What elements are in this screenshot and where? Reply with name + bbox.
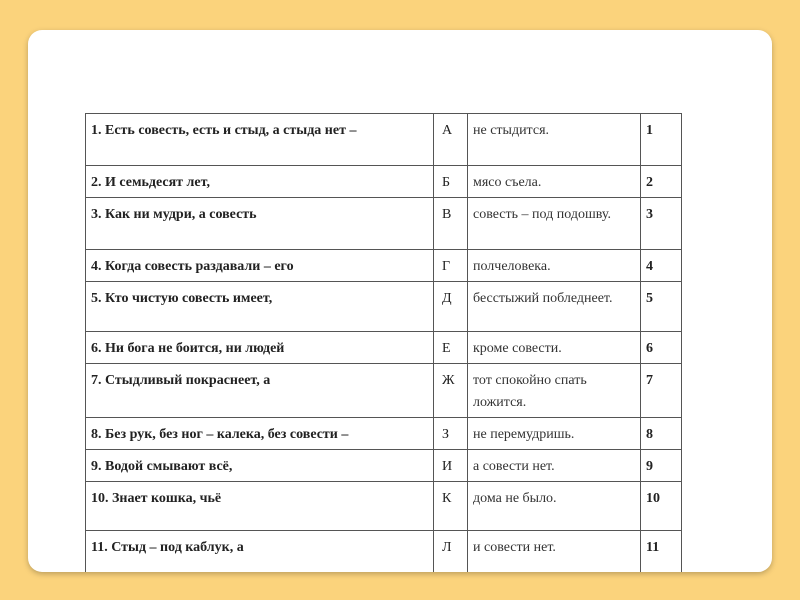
proverb-start-cell: 1. Есть совесть, есть и стыд, а стыда нет – [86, 114, 434, 166]
proverb-start-cell: 8. Без рук, без ног – калека, без совести – [86, 418, 434, 450]
row-number-cell: 8 [641, 418, 682, 450]
proverb-end-cell: не перемудришь. [468, 418, 641, 450]
answer-letter-cell: Б [434, 166, 468, 198]
answer-letter-cell: К [434, 482, 468, 531]
table-row [86, 418, 682, 450]
row-number-cell: 4 [641, 250, 682, 282]
table-row [86, 450, 682, 482]
proverb-end-cell: а совести нет. [468, 450, 641, 482]
row-number-cell: 11 [641, 531, 682, 573]
proverb-start-cell: 2. И семьдесят лет, [86, 166, 434, 198]
proverb-end-cell: полчеловека. [468, 250, 641, 282]
answer-letter-cell: И [434, 450, 468, 482]
table-row [86, 198, 682, 250]
row-number-cell: 1 [641, 114, 682, 166]
proverb-end-cell: бесстыжий побледнеет. [468, 282, 641, 332]
row-number-cell: 5 [641, 282, 682, 332]
answer-letter-cell: А [434, 114, 468, 166]
table-row [86, 482, 682, 531]
row-number-cell: 9 [641, 450, 682, 482]
proverb-end-cell: дома не было. [468, 482, 641, 531]
proverb-end-cell: мясо съела. [468, 166, 641, 198]
proverb-start-cell: 6. Ни бога не боится, ни людей [86, 332, 434, 364]
row-number-cell: 2 [641, 166, 682, 198]
slide-card [28, 30, 772, 572]
proverb-start-cell: 5. Кто чистую совесть имеет, [86, 282, 434, 332]
proverb-end-cell: и совести нет. [468, 531, 641, 573]
row-number-cell: 6 [641, 332, 682, 364]
answer-letter-cell: Л [434, 531, 468, 573]
proverb-start-cell: 10. Знает кошка, чьё [86, 482, 434, 531]
table-row [86, 364, 682, 418]
proverb-start-cell: 7. Стыдливый покраснеет, а [86, 364, 434, 418]
proverb-start-cell: 4. Когда совесть раздавали – его [86, 250, 434, 282]
proverb-end-cell: не стыдится. [468, 114, 641, 166]
proverb-end-cell: совесть – под подошву. [468, 198, 641, 250]
answer-letter-cell: Д [434, 282, 468, 332]
matching-table [85, 113, 682, 572]
table-row [86, 114, 682, 166]
proverb-end-cell: тот спокойно спать ложится. [468, 364, 641, 418]
proverb-start-cell: 3. Как ни мудри, а совесть [86, 198, 434, 250]
table-row [86, 332, 682, 364]
answer-letter-cell: В [434, 198, 468, 250]
table-row [86, 531, 682, 573]
proverb-start-cell: 9. Водой смывают всё, [86, 450, 434, 482]
row-number-cell: 7 [641, 364, 682, 418]
answer-letter-cell: Ж [434, 364, 468, 418]
row-number-cell: 3 [641, 198, 682, 250]
answer-letter-cell: Е [434, 332, 468, 364]
row-number-cell: 10 [641, 482, 682, 531]
answer-letter-cell: Г [434, 250, 468, 282]
proverb-start-cell: 11. Стыд – под каблук, а [86, 531, 434, 573]
proverb-end-cell: кроме совести. [468, 332, 641, 364]
table-row [86, 250, 682, 282]
answer-letter-cell: З [434, 418, 468, 450]
table-row [86, 282, 682, 332]
table-row [86, 166, 682, 198]
